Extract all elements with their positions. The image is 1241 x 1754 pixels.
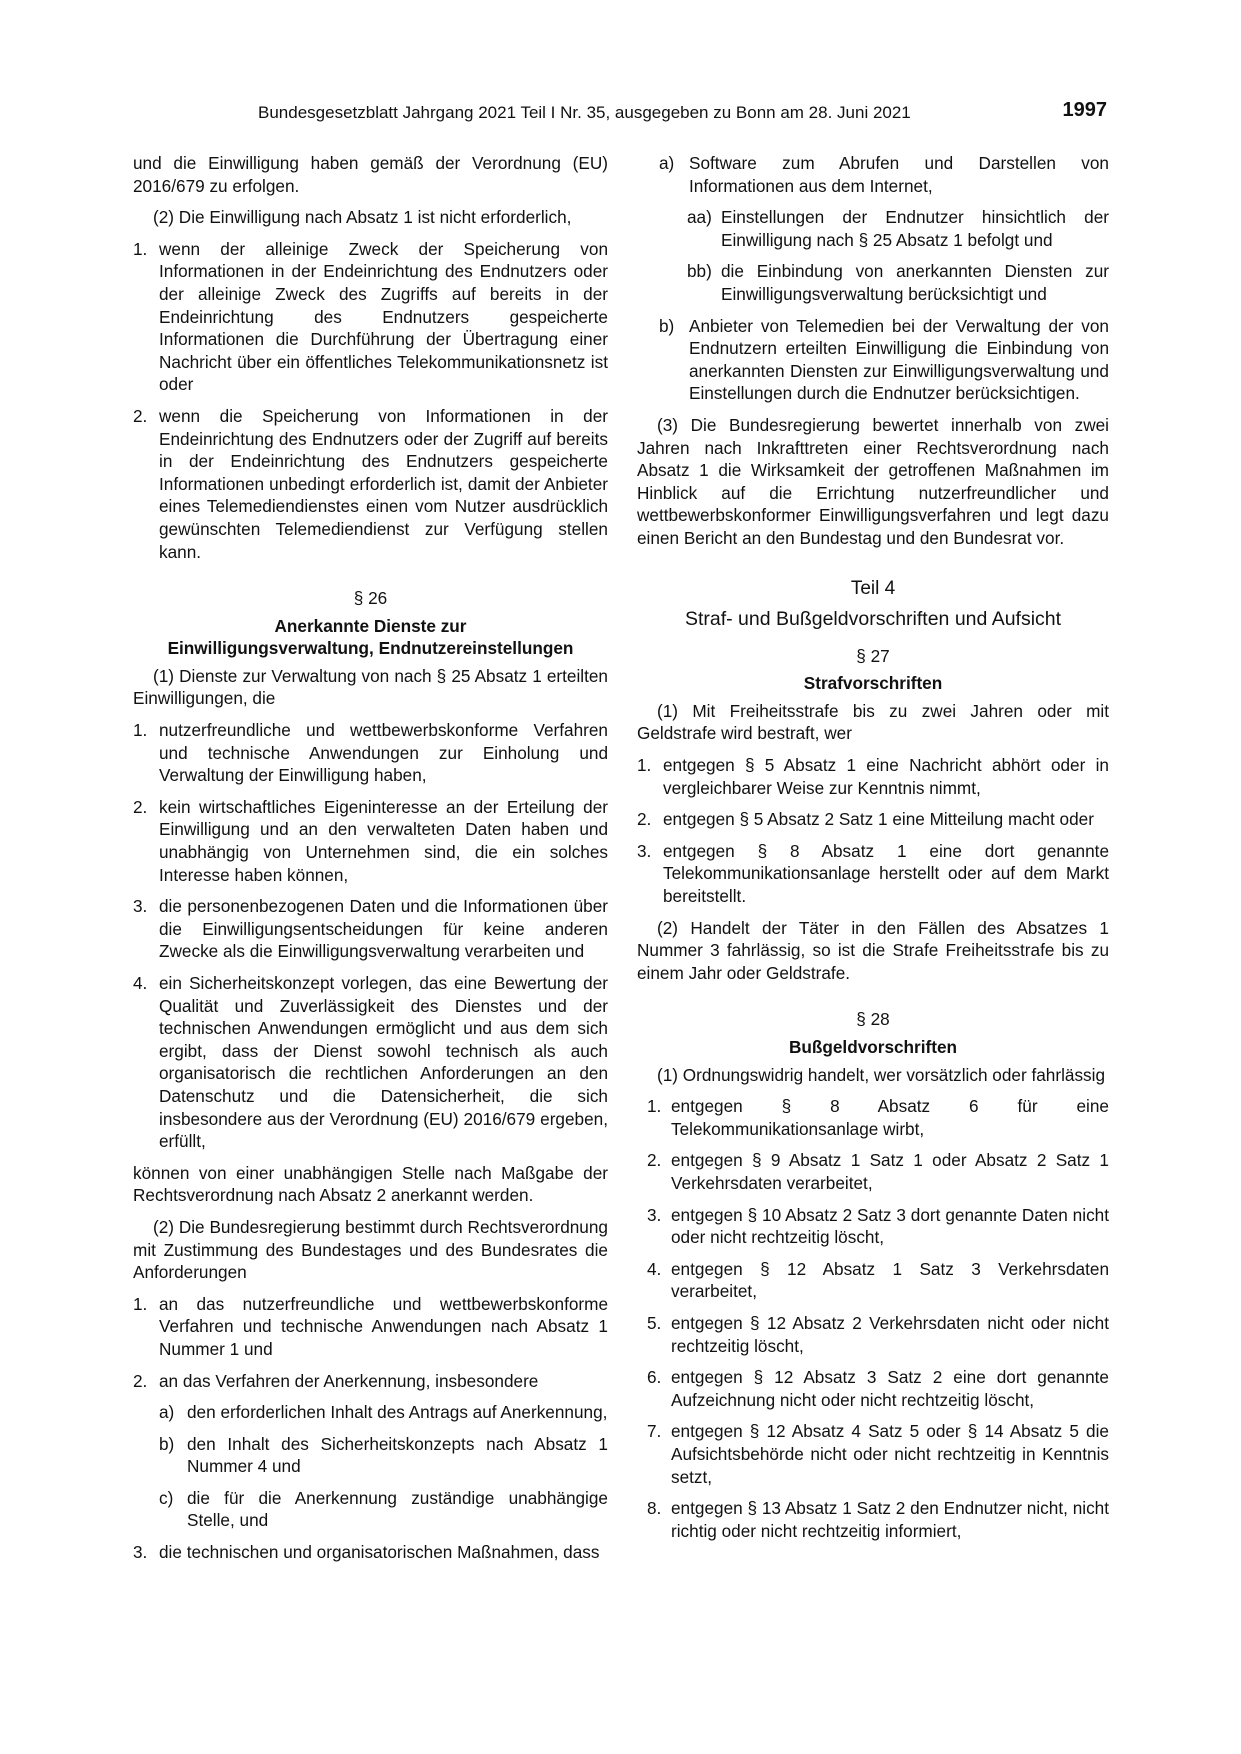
list-letter: aa) bbox=[687, 207, 712, 228]
list-number: 4. bbox=[133, 973, 148, 993]
list-number: 2. bbox=[637, 809, 652, 830]
s27-absatz-1: (1) Mit Freiheitsstrafe bis zu zwei Jahren oder mit Geldstrafe wird bestraft, wer bbox=[637, 700, 1109, 744]
sub-list-item bbox=[133, 1433, 608, 1478]
list-number: 1. bbox=[637, 755, 652, 776]
list-item bbox=[133, 1370, 608, 1393]
list-text: entgegen § 5 Absatz 1 eine Nachricht abhört oder in vergleichbarer Weise zur Kenntnis nimmt, bbox=[663, 755, 1109, 798]
list-item bbox=[637, 1149, 1109, 1194]
sub-list-item bbox=[133, 1487, 608, 1532]
list-number: 5. bbox=[647, 1312, 662, 1333]
list-number: 8. bbox=[647, 1498, 662, 1519]
list-item bbox=[637, 808, 1109, 831]
list-number: 3. bbox=[647, 1204, 662, 1225]
list-text: entgegen § 10 Absatz 2 Satz 3 dort genannte Daten nicht oder nicht rechtzeitig löscht, bbox=[671, 1204, 1109, 1248]
list-number: 1. bbox=[647, 1096, 662, 1117]
list-text: entgegen § 13 Absatz 1 Satz 2 den Endnutzer nicht, nicht richtig oder nicht rechtzeitig informiert, bbox=[671, 1498, 1109, 1541]
s27-absatz-2: (2) Handelt der Täter in den Fällen des Absatzes 1 Nummer 3 fahrlässig, so ist die Strafe Freiheitsstrafe bis zu einem Jahr oder Geldstrafe. bbox=[637, 917, 1109, 983]
list-text: wenn die Speicherung von Informationen in der Endeinrichtung des Endnutzers oder der Zugriff auf bereits in der Endeinrichtung des Endnutzers gespeicherte Informationen unbedingt erforderlich ist, damit der Anbieter eines Telemediendienstes einen vom Nutzer ausdrücklich gewünschten Telemediendienst zur Verfügung stellen kann. bbox=[159, 405, 608, 562]
list-text: entgegen § 8 Absatz 1 eine dort genannte Telekommunikationsanlage herstellt oder auf dem Markt bereitstellt. bbox=[663, 840, 1109, 907]
list-item bbox=[133, 796, 608, 886]
list-item bbox=[133, 895, 608, 963]
sub-sub-list-item bbox=[637, 206, 1109, 251]
section-27-number: § 27 bbox=[856, 645, 890, 666]
list-number: 1. bbox=[133, 238, 148, 259]
list-item bbox=[637, 1497, 1109, 1542]
list-number: 7. bbox=[647, 1421, 662, 1442]
list-letter: b) bbox=[159, 1433, 175, 1454]
list-text: nutzerfreundliche und wettbewerbskonforme Verfahren und technische Anwendungen zur Einholung und Verwaltung der Einwilligung haben, bbox=[159, 720, 608, 786]
list-letter: a) bbox=[159, 1402, 175, 1423]
page-number: 1997 bbox=[1062, 99, 1107, 121]
list-item bbox=[133, 405, 608, 563]
list-number: 6. bbox=[647, 1367, 662, 1388]
list-text: entgegen § 12 Absatz 3 Satz 2 eine dort genannte Aufzeichnung nicht oder nicht rechtzeitig löscht, bbox=[671, 1367, 1109, 1410]
list-text: kein wirtschaftliches Eigeninteresse an der Erteilung der Einwilligung und an den verwalteten Daten haben und unabhängig von Unternehmen sind, die ein solches Interesse haben können, bbox=[159, 796, 608, 885]
s26-after-list: können von einer unabhängigen Stelle nach Maßgabe der Rechtsverordnung nach Absatz 2 anerkannt werden. bbox=[133, 1162, 608, 1206]
list-item bbox=[133, 1293, 608, 1361]
section-26-number: § 26 bbox=[353, 588, 388, 609]
list-text: Software zum Abrufen und Darstellen von Informationen aus dem Internet, bbox=[689, 153, 1109, 196]
section-28-number: § 28 bbox=[856, 1009, 890, 1030]
list-text: entgegen § 5 Absatz 2 Satz 1 eine Mitteilung macht oder bbox=[663, 809, 1094, 830]
section-26-title-line-2: Einwilligungsverwaltung, Endnutzereinstellungen bbox=[167, 638, 574, 659]
part-number: Teil 4 bbox=[850, 577, 896, 599]
list-number: 2. bbox=[647, 1150, 662, 1171]
list-letter: b) bbox=[659, 315, 675, 336]
s26-absatz-3: (3) Die Bundesregierung bewertet innerhalb von zwei Jahren nach Inkrafttreten einer Rechtsverordnung nach Absatz 1 die Wirksamkeit der getroffenen Maßnahmen im Hinblick auf die Errichtung nutzerfreundlicher und wettbewerbskonformer Einwilligungsverfahren und legt dazu einen Bericht an den Bundestag und den Bundesrat vor. bbox=[637, 414, 1109, 548]
list-item bbox=[637, 1258, 1109, 1303]
section-27-title: Strafvorschriften bbox=[803, 673, 943, 694]
s26-absatz-1: (1) Dienste zur Verwaltung von nach § 25 Absatz 1 erteilten Einwilligungen, die bbox=[133, 665, 608, 709]
list-number: 1. bbox=[133, 1293, 148, 1314]
list-text: den Inhalt des Sicherheitskonzepts nach Absatz 1 Nummer 4 und bbox=[187, 1433, 608, 1477]
list-number: 3. bbox=[133, 1542, 148, 1563]
right-column bbox=[637, 152, 1109, 1551]
section-26-title-line-1: Anerkannte Dienste zur bbox=[274, 615, 467, 636]
list-text: die personenbezogenen Daten und die Informationen über die Einwilligungsentscheidungen für keine anderen Zwecke als die Einwilligungsverwaltung verarbeiten und bbox=[159, 896, 608, 962]
sub-sub-list-item bbox=[637, 260, 1109, 305]
list-item bbox=[133, 972, 608, 1153]
section-26-title bbox=[133, 615, 608, 660]
s28-absatz-1: (1) Ordnungswidrig handelt, wer vorsätzlich oder fahrlässig bbox=[657, 1064, 1106, 1085]
intro-paragraph: und die Einwilligung haben gemäß der Verordnung (EU) 2016/679 zu erfolgen. bbox=[133, 153, 608, 196]
list-item bbox=[637, 1420, 1109, 1488]
s26-absatz-2: (2) Die Bundesregierung bestimmt durch Rechtsverordnung mit Zustimmung des Bundestages und des Bundesrates die Anforderungen bbox=[133, 1216, 608, 1283]
list-item bbox=[133, 238, 608, 396]
sub-list-item bbox=[637, 315, 1109, 405]
list-number: 2. bbox=[133, 796, 148, 817]
list-item bbox=[133, 1541, 608, 1564]
list-text: an das Verfahren der Anerkennung, insbesondere bbox=[159, 1370, 539, 1391]
list-text: die technischen und organisatorischen Maßnahmen, dass bbox=[159, 1542, 600, 1563]
list-item bbox=[133, 719, 608, 787]
list-text: wenn der alleinige Zweck der Speicherung von Informationen in der Endeinrichtung des Endnutzers oder der alleinige Zweck des Zugriffs auf bereits in der Endeinrichtung des Endnutzers gespeicherte Informationen die Durchführung der Übertragung einer Nachricht über ein öffentliches Telekommunikationsnetz ist oder bbox=[159, 238, 608, 395]
list-text: entgegen § 9 Absatz 1 Satz 1 oder Absatz 2 Satz 1 Verkehrsdaten verarbeitet, bbox=[671, 1150, 1109, 1193]
section-28-title: Bußgeldvorschriften bbox=[788, 1037, 958, 1057]
list-text: die für die Anerkennung zuständige unabhängige Stelle, und bbox=[187, 1487, 608, 1531]
list-letter: bb) bbox=[687, 261, 712, 282]
list-item bbox=[637, 1204, 1109, 1249]
list-text: entgegen § 12 Absatz 4 Satz 5 oder § 14 Absatz 5 die Aufsichtsbehörde nicht oder nicht rechtzeitig in Kenntnis setzt, bbox=[671, 1421, 1109, 1487]
list-text: an das nutzerfreundliche und wettbewerbskonforme Verfahren und technische Anwendungen nach Absatz 1 Nummer 1 und bbox=[159, 1293, 608, 1359]
list-item bbox=[637, 754, 1109, 799]
list-text: die Einbindung von anerkannten Diensten zur Einwilligungsverwaltung berücksichtigt und bbox=[721, 261, 1109, 304]
list-text: entgegen § 12 Absatz 2 Verkehrsdaten nicht oder nicht rechtzeitig löscht, bbox=[671, 1312, 1109, 1356]
list-text: entgegen § 12 Absatz 1 Satz 3 Verkehrsdaten verarbeitet, bbox=[671, 1258, 1109, 1302]
list-item bbox=[637, 1095, 1109, 1140]
list-text: Einstellungen der Endnutzer hinsichtlich der Einwilligung nach § 25 Absatz 1 befolgt und bbox=[721, 207, 1109, 250]
sub-list-item bbox=[637, 152, 1109, 197]
list-letter: c) bbox=[159, 1487, 174, 1508]
s25-absatz-2: (2) Die Einwilligung nach Absatz 1 ist nicht erforderlich, bbox=[153, 207, 572, 228]
list-item bbox=[637, 1366, 1109, 1411]
list-text: Anbieter von Telemedien bei der Verwaltung der von Endnutzern erteilten Einwilligung die Einbindung von anerkannten Diensten zur Einwilligungsverwaltung und Einstellungen durch die Endnutzer berücksichtigen. bbox=[689, 315, 1109, 404]
list-item bbox=[637, 1312, 1109, 1357]
sub-list-item bbox=[133, 1401, 608, 1424]
list-number: 3. bbox=[133, 896, 148, 917]
list-letter: a) bbox=[659, 153, 675, 173]
list-number: 4. bbox=[647, 1258, 662, 1279]
list-number: 2. bbox=[133, 1370, 148, 1391]
list-number: 1. bbox=[133, 720, 148, 741]
list-text: ein Sicherheitskonzept vorlegen, das eine Bewertung der Qualität und Zuverlässigkeit des Dienstes und der technischen Anwendungen ermöglicht und aus dem sich ergibt, dass der Dienst sowohl technisch als auch organisatorisch die rechtlichen Anforderungen an den Datenschutz und die Datensicherheit, die sich insbesondere aus der Verordnung (EU) 2016/679 ergeben, erfüllt, bbox=[159, 973, 608, 1152]
left-column bbox=[133, 152, 608, 1573]
list-text: entgegen § 8 Absatz 6 für eine Telekommunikationsanlage wirbt, bbox=[671, 1096, 1109, 1139]
gazette-header-title: Bundesgesetzblatt Jahrgang 2021 Teil I Nr. 35, ausgegeben zu Bonn am 28. Juni 2021 bbox=[258, 103, 911, 122]
list-number: 3. bbox=[637, 840, 652, 861]
part-title: Straf- und Bußgeldvorschriften und Aufsicht bbox=[684, 608, 1062, 631]
list-text: den erforderlichen Inhalt des Antrags auf Anerkennung, bbox=[187, 1402, 608, 1423]
list-item bbox=[637, 840, 1109, 908]
list-number: 2. bbox=[133, 405, 148, 426]
